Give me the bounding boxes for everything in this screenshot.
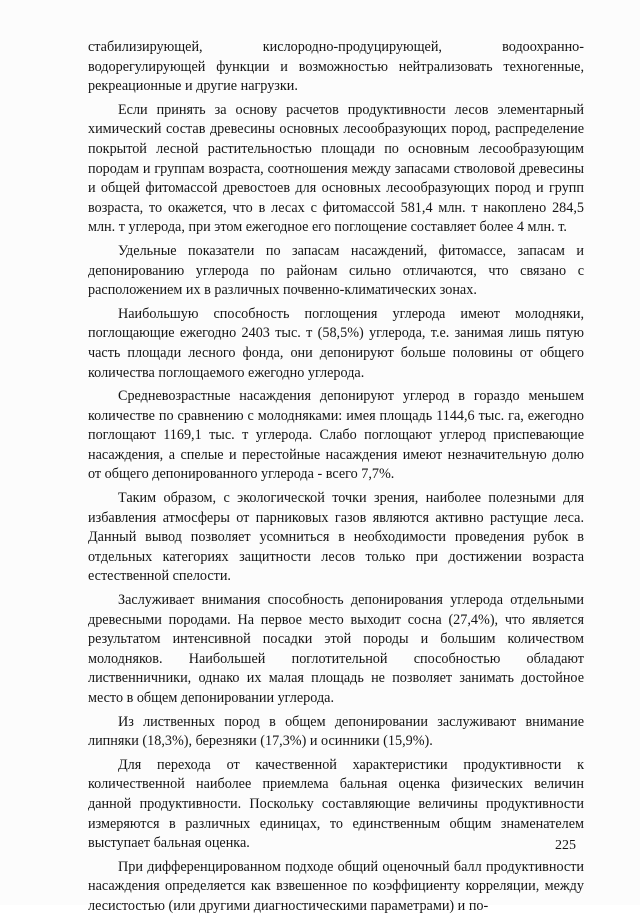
paragraph-specific-indicators: Удельные показатели по запасам насаждений, фитомассе, запасам и депонированию углерода по районам сильно отличаются, что связано с расположением их в различных почвенно-климатических зонах. — [88, 242, 584, 299]
paragraph-ecological-conclusion: Таким образом, с экологической точки зрения, наиболее полезными для избавления атмосферы от парниковых газов являются активно растущие леса. Данный вывод позволяет усомниться в необходимости проведения рубок в отдельных категориях защитности лесов только при достижении возраста естественной спелости. — [88, 490, 584, 585]
body-text — [88, 38, 584, 921]
paragraph-tree-species: Заслуживает внимания способность депонирования углерода отдельными древесными породами. На первое место выходит сосна (27,4%), что является результатом интенсивной посадки этой породы и большим количеством молодняков. Наибольшей поглотительной способностью обладают лиственничники, однако их малая площадь не позволяет занимать достойное место в общем депонировании углерода. — [88, 592, 584, 706]
page-number: 225 — [555, 838, 576, 853]
paragraph-middle-aged-stands: Средневозрастные насаждения депонируют углерод в гораздо меньшем количестве по сравнению с молодняками: имея площадь 1144,6 тыс. га, ежегодно поглощают 1169,1 тыс. т углерода. Слабо поглощают углерод приспевающие насаждения, а спелые и перестойные насаждения имеют незначительную долю от общего депонированного углерода - всего 7,7%. — [88, 388, 584, 483]
paragraph-young-stands: Наибольшую способность поглощения углерода имеют молодняки, поглощающие ежегодно 2403 тыс. т (58,5%) углерода, т.е. занимая лишь пятую часть площади лесного фонда, они депонируют больше половины от общего количества поглощаемого ежегодно углерода. — [88, 305, 584, 381]
paragraph-productivity-calculation: Если принять за основу расчетов продуктивности лесов элементарный химический состав древесины основных лесообразующих пород, распределение покрытой лесной растительностью площади по основным лесообразующим породам и группам возраста, соотношения между запасами стволовой древесины и общей фитомассой древостоев для основных лесообразующих пород и групп возраста, то окажется, что в лесах с фитомассой 581,4 млн. т накоплено 284,5 млн. т углерода, при этом ежегодное его поглощение составляет более 4 млн. т. — [88, 101, 584, 236]
paragraph-deciduous-species: Из лиственных пород в общем депонировании заслуживают внимание липняки (18,3%), березняки (17,3%) и осинники (15,9%). — [88, 713, 584, 750]
paragraph-differentiated-approach: При дифференцированном подходе общий оценочный балл продуктивности насаждения определяется как взвешенное по коэффициенту корреляции, между лесистостью (или другими диагностическими параметрами) и по- — [88, 858, 584, 914]
paragraph-continuation: стабилизирующей, кислородно-продуцирующей, водоохранно-водорегулирующей функции и возможностью нейтрализовать техногенные, рекреационные и другие нагрузки. — [88, 39, 584, 95]
paragraph-point-assessment: Для перехода от качественной характеристики продуктивности к количественной наиболее приемлема бальная оценка физических величин данной продуктивности. Поскольку составляющие величины продуктивности измеряются в различных единицах, то единственным общим знаменателем выступает бальная оценка. — [88, 756, 584, 852]
